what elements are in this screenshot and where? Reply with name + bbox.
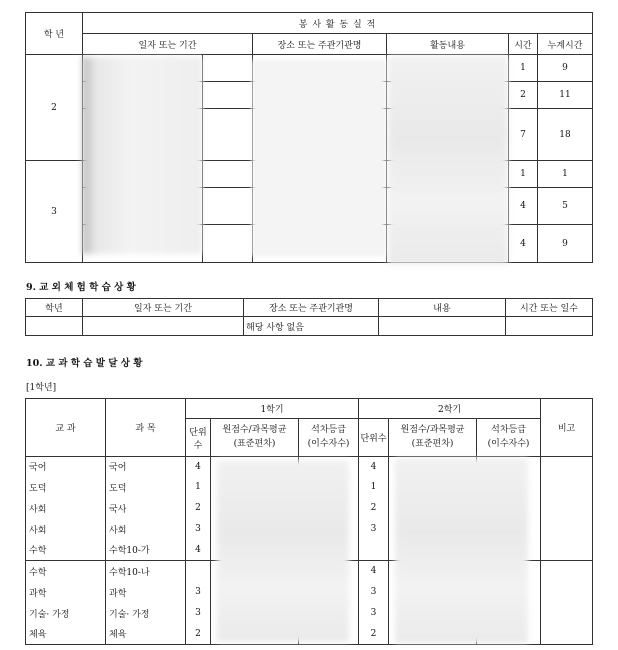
subject-group-cell: 사회 xyxy=(26,498,106,519)
cumulative-cell: 9 xyxy=(538,225,593,263)
subject-cell: 도덕 xyxy=(106,477,186,498)
header-remarks: 비고 xyxy=(541,399,593,457)
subject-cell: 기술· 가정 xyxy=(106,603,186,624)
header-units: 단위수 xyxy=(359,419,389,457)
header-subject-group: 교 과 xyxy=(26,399,106,457)
header-units: 단위수 xyxy=(186,419,211,457)
cumulative-cell: 11 xyxy=(538,82,593,109)
units-cell: 4 xyxy=(359,561,389,582)
header-score: 원점수/과목평균 (표준편차) xyxy=(211,419,299,457)
units-cell: 4 xyxy=(359,457,389,477)
redacted-sem1-scores xyxy=(217,460,349,642)
units-cell: 3 xyxy=(359,519,389,540)
header-volunteer-title: 봉 사 활 동 실 적 xyxy=(83,13,593,34)
subject-cell: 과학 xyxy=(106,582,186,603)
units-cell: 4 xyxy=(186,540,211,561)
subject-group-cell: 과학 xyxy=(26,582,106,603)
redacted-sem2-scores xyxy=(395,458,528,643)
hours-cell: 4 xyxy=(509,225,538,263)
grade-label: [1학년] xyxy=(26,383,57,393)
grade-cell: 3 xyxy=(26,161,83,263)
hours-cell: 2 xyxy=(509,82,538,109)
field-trip-table xyxy=(25,298,593,336)
section-10-title: 10. 교 과 학 습 발 달 상 황 xyxy=(26,358,143,369)
subject-group-cell: 국어 xyxy=(26,457,106,477)
cumulative-cell: 18 xyxy=(538,109,593,161)
units-cell: 4 xyxy=(186,457,211,477)
grade-cell: 2 xyxy=(26,55,83,161)
units-cell: 2 xyxy=(359,498,389,519)
header-grade: 학 년 xyxy=(26,13,83,55)
redacted-activity-block xyxy=(388,56,508,264)
redacted-date-block xyxy=(82,57,202,254)
units-cell: 1 xyxy=(186,477,211,498)
units-cell: 2 xyxy=(186,624,211,645)
header-semester-2: 2학기 xyxy=(359,399,541,419)
subject-group-cell: 도덕 xyxy=(26,477,106,498)
subject-group-cell: 수학 xyxy=(26,561,106,582)
hours-cell: 1 xyxy=(509,55,538,82)
units-cell: 3 xyxy=(359,582,389,603)
units-cell: 1 xyxy=(359,477,389,498)
header-place: 장소 또는 주관기관명 xyxy=(253,34,387,55)
header-subject: 과 목 xyxy=(106,399,186,457)
subject-group-cell: 체육 xyxy=(26,624,106,645)
subject-cell: 사회 xyxy=(106,519,186,540)
header-duration: 시간 또는 일수 xyxy=(506,299,593,317)
cumulative-cell: 9 xyxy=(538,55,593,82)
subject-cell: 국어 xyxy=(106,457,186,477)
subject-group-cell: 수학 xyxy=(26,540,106,561)
units-cell xyxy=(186,561,211,582)
units-cell: 3 xyxy=(186,582,211,603)
header-cumulative: 누계시간 xyxy=(538,34,593,55)
header-hours: 시간 xyxy=(509,34,538,55)
hours-cell: 7 xyxy=(509,109,538,161)
header-activity: 활동내용 xyxy=(387,34,509,55)
units-cell: 3 xyxy=(359,603,389,624)
redacted-place-block xyxy=(252,60,385,256)
section-9-title: 9. 교 외 체 험 학 습 상 황 xyxy=(26,282,136,293)
header-place: 장소 또는 주관기관명 xyxy=(244,299,379,317)
subject-cell: 수학10-가 xyxy=(106,540,186,561)
hours-cell: 1 xyxy=(509,161,538,188)
subject-cell: 국사 xyxy=(106,498,186,519)
units-cell: 2 xyxy=(359,624,389,645)
header-rank: 석차등급 (이수자수) xyxy=(299,419,359,457)
header-content: 내용 xyxy=(379,299,506,317)
header-score: 원점수/과목평균 (표준편차) xyxy=(389,419,477,457)
header-grade: 학년 xyxy=(26,299,83,317)
header-date: 일자 또는 기간 xyxy=(83,299,244,317)
units-cell: 2 xyxy=(186,498,211,519)
units-cell: 3 xyxy=(186,603,211,624)
header-rank: 석차등급 (이수자수) xyxy=(477,419,541,457)
header-date: 일자 또는 기간 xyxy=(83,34,253,55)
hours-cell: 4 xyxy=(509,188,538,225)
subject-cell: 수학10-나 xyxy=(106,561,186,582)
subject-cell: 체육 xyxy=(106,624,186,645)
units-cell xyxy=(359,540,389,561)
subject-group-cell: 기술· 가정 xyxy=(26,603,106,624)
units-cell: 3 xyxy=(186,519,211,540)
empty-text: 해당 사항 없음 xyxy=(244,317,379,336)
cumulative-cell: 1 xyxy=(538,161,593,188)
cumulative-cell: 5 xyxy=(538,188,593,225)
subject-group-cell: 사회 xyxy=(26,519,106,540)
table-row xyxy=(26,317,593,336)
header-semester-1: 1학기 xyxy=(186,399,359,419)
